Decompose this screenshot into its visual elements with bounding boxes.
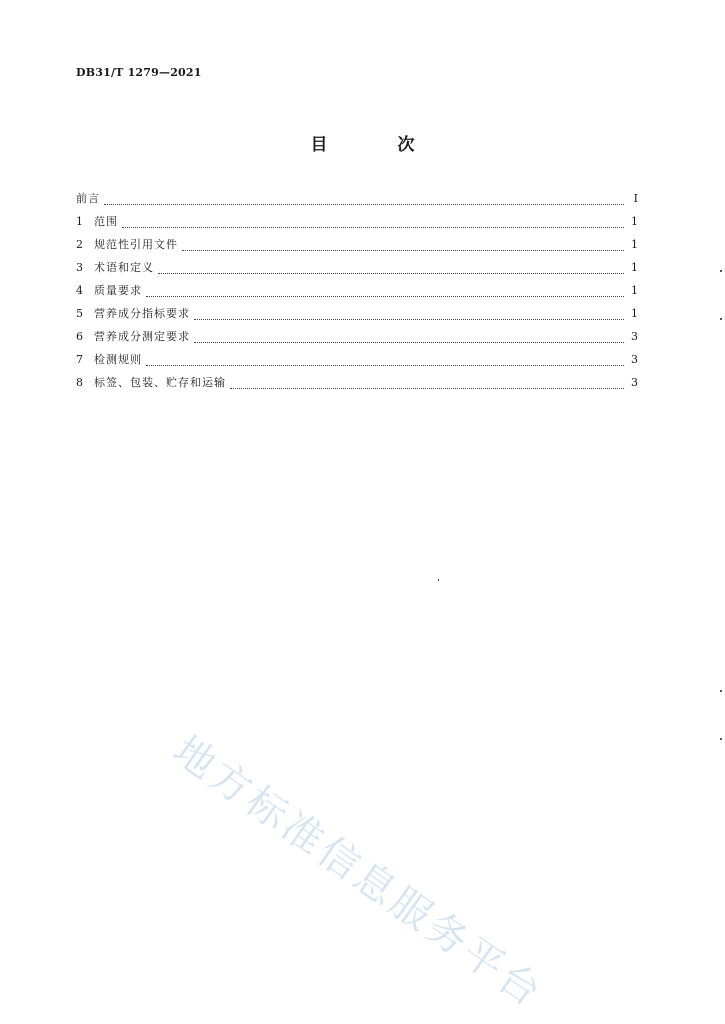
- toc-entry-number: 3: [76, 261, 83, 274]
- scan-mark: [720, 690, 722, 692]
- toc-entry-label: 前言: [76, 192, 100, 205]
- toc-entry-label: 范围: [94, 215, 118, 228]
- toc-dot-leader: [194, 319, 624, 320]
- toc-entry-number: 2: [76, 238, 83, 251]
- scan-mark: [720, 270, 722, 272]
- toc-entry-page: 1: [631, 238, 638, 251]
- toc-entry-number: 6: [76, 330, 83, 343]
- toc-dot-leader: [158, 273, 624, 274]
- toc-entry-page: 3: [631, 353, 638, 366]
- toc-dot-leader: [146, 296, 624, 297]
- toc-dot-leader: [194, 342, 624, 343]
- toc-entry-page: 1: [631, 215, 638, 228]
- scan-mark: [720, 738, 722, 740]
- toc-dot-leader: [230, 388, 624, 389]
- toc-entry-page: 3: [631, 330, 638, 343]
- toc-entry-label: 标签、包装、贮存和运输: [94, 376, 226, 389]
- toc-title: 目 次: [310, 135, 447, 155]
- toc-entry-nutrient-index[interactable]: [76, 305, 638, 328]
- toc-entry-label: 营养成分指标要求: [94, 307, 190, 320]
- toc-entry-label: 检测规则: [94, 353, 142, 366]
- toc-entry-page: 3: [631, 376, 638, 389]
- toc-entry-label: 规范性引用文件: [94, 238, 178, 251]
- toc-entry-number: 5: [76, 307, 83, 320]
- watermark-text: 地方标准信息服务平台: [164, 727, 552, 1018]
- toc-entry-labeling-packaging[interactable]: [76, 374, 638, 397]
- toc-entry-terms-definitions[interactable]: [76, 259, 638, 282]
- toc-entry-page: 1: [631, 284, 638, 297]
- toc-entry-label: 质量要求: [94, 284, 142, 297]
- toc-entry-foreword[interactable]: [76, 190, 638, 213]
- toc-dot-leader: [122, 227, 624, 228]
- toc-entry-label: 术语和定义: [94, 261, 154, 274]
- toc-entry-label: 营养成分测定要求: [94, 330, 190, 343]
- toc-entry-number: 4: [76, 284, 83, 297]
- toc-entry-nutrient-measurement[interactable]: [76, 328, 638, 351]
- toc-entry-normative-references[interactable]: [76, 236, 638, 259]
- toc-entry-number: 1: [76, 215, 83, 228]
- toc-entry-page: 1: [631, 307, 638, 320]
- document-code: DB31/T 1279—2021: [76, 66, 202, 79]
- toc-dot-leader: [146, 365, 624, 366]
- scan-mark: [720, 318, 722, 320]
- toc-entry-inspection-rules[interactable]: [76, 351, 638, 374]
- toc-entry-page: Ⅰ: [633, 192, 638, 205]
- toc-entry-scope[interactable]: [76, 213, 638, 236]
- toc-list: [76, 190, 638, 397]
- toc-entry-page: 1: [631, 261, 638, 274]
- toc-dot-leader: [104, 204, 624, 205]
- toc-entry-quality-requirements[interactable]: [76, 282, 638, 305]
- toc-dot-leader: [182, 250, 624, 251]
- toc-entry-number: 8: [76, 376, 83, 389]
- toc-entry-number: 7: [76, 353, 83, 366]
- scan-mark: [438, 579, 439, 581]
